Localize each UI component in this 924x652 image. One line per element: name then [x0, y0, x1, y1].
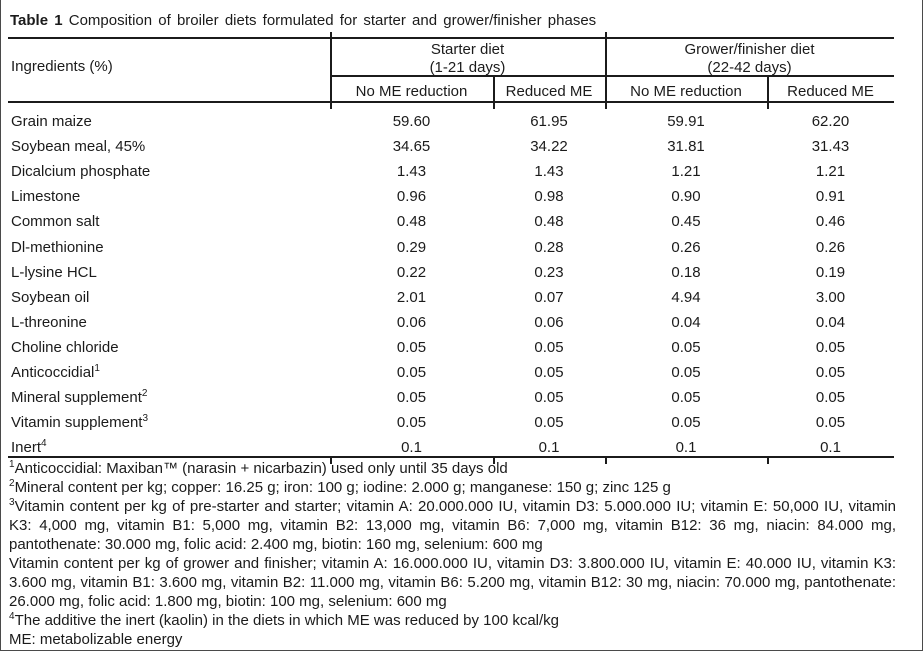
value-cell: 0.05 — [534, 389, 564, 407]
value-cell: 0.04 — [815, 313, 846, 331]
value-cell: 34.65 — [392, 138, 431, 156]
table-row — [8, 134, 894, 159]
subheader-grower-no-me-reduction: No ME reduction — [630, 83, 742, 100]
value-cell: 4.94 — [671, 288, 701, 306]
value-cell: 0.06 — [396, 313, 427, 331]
value-cell: 0.48 — [396, 213, 427, 231]
table-row — [8, 260, 894, 285]
value-cell: 0.06 — [534, 313, 564, 331]
footnote-text: Mineral content per kg; copper: 16.25 g; iron: 100 g; iodine: 2.000 g; manganese: 150 g; zinc 125 g — [14, 479, 671, 496]
table-row — [8, 234, 894, 259]
table-caption-label: Table 1 — [10, 12, 63, 29]
value-cell: 0.05 — [396, 414, 427, 432]
value-cell: 31.81 — [667, 138, 705, 156]
value-cell: 0.98 — [534, 188, 564, 206]
value-cell: 62.20 — [811, 113, 850, 131]
value-cell: 0.05 — [815, 363, 846, 381]
group-header-starter-name: Starter diet — [430, 41, 505, 58]
table-row — [8, 109, 894, 134]
value-cell: 0.05 — [671, 363, 701, 381]
footnote-reference: 3 — [142, 413, 149, 425]
rule-under-subheaders — [8, 101, 894, 103]
footnote-marker: 2 — [9, 478, 15, 489]
footnote-vitamin-grower — [9, 554, 896, 611]
value-cell: 1.21 — [671, 163, 701, 181]
table-row — [8, 360, 894, 385]
value-cell: 0.26 — [815, 238, 846, 256]
value-cell: 31.43 — [811, 138, 850, 156]
footnote-text: ME: metabolizable energy — [9, 631, 183, 648]
group-header-starter — [330, 41, 605, 77]
value-cell: 0.18 — [671, 263, 701, 281]
value-cell: 0.48 — [534, 213, 564, 231]
ingredient-label: Anticoccidial$^1$ — [11, 362, 100, 381]
value-cell: 0.90 — [671, 188, 701, 206]
value-cell: 0.23 — [534, 263, 564, 281]
value-cell: 0.05 — [534, 363, 564, 381]
value-cell: 0.46 — [815, 213, 846, 231]
value-cell: 59.91 — [667, 113, 705, 131]
group-header-starter-range: (1-21 days) — [429, 59, 506, 76]
table-row — [8, 159, 894, 184]
value-cell: 0.05 — [815, 338, 846, 356]
footnote-reference: 1 — [94, 362, 100, 374]
value-cell: 0.1 — [820, 439, 841, 457]
subheader-grower-reduced-me: Reduced ME — [787, 83, 874, 100]
value-cell: 0.05 — [671, 414, 701, 432]
ingredient-label: Grain maize — [11, 113, 92, 131]
value-cell: 0.05 — [396, 389, 427, 407]
table-row — [8, 410, 894, 435]
footnotes — [9, 459, 896, 649]
ingredient-label: Vitamin supplement$^3$ — [11, 413, 149, 432]
ingredients-column-header: Ingredients (%) — [11, 58, 113, 75]
value-cell: 1.21 — [815, 163, 846, 181]
ingredient-label: L-lysine HCL — [11, 263, 97, 281]
footnote-inert-additive — [9, 611, 896, 630]
value-cell: 0.91 — [815, 188, 846, 206]
table-row — [8, 285, 894, 310]
footnote-text: Vitamin content per kg of grower and finisher; vitamin A: 16.000.000 IU, vitamin D3: 3.800.000 IU, vitamin E: 40.000 IU, vitamin K3: 3.600 mg, vitamin B1: 3.600 mg, vitamin B2: 11.000 mg, vitamin B6: 5.200 mg, vitamin B12: 30 mg, niacin: 70.000 mg, pantothenate: 26.000 mg, folic acid: 1.800 mg, biotin: 100 mg, selenium: 600 mg — [9, 555, 896, 610]
value-cell: 0.29 — [396, 238, 427, 256]
footnote-marker: 3 — [9, 497, 15, 508]
table-row — [8, 310, 894, 335]
group-header-grower-name: Grower/finisher diet — [684, 41, 815, 58]
value-cell: 3.00 — [815, 288, 846, 306]
value-cell: 0.07 — [534, 288, 564, 306]
table-body — [8, 109, 894, 460]
table-row — [8, 209, 894, 234]
footnote-text: Anticoccidial: Maxiban™ (narasin + nicarbazin) used only until 35 days old — [14, 460, 508, 477]
footnote-vitamin-starter — [9, 497, 896, 554]
footnote-me-abbreviation — [9, 630, 896, 649]
value-cell: 2.01 — [396, 288, 427, 306]
value-cell: 0.05 — [534, 414, 564, 432]
ingredient-label: Choline chloride — [11, 338, 119, 356]
ingredient-label: Soybean oil — [11, 288, 90, 306]
footnote-marker: 1 — [9, 459, 15, 470]
value-cell: 0.05 — [534, 338, 564, 356]
ingredient-label: L-threonine — [11, 313, 87, 331]
value-cell: 0.19 — [815, 263, 846, 281]
ingredient-label: Limestone — [11, 188, 81, 206]
rule-top — [8, 37, 894, 39]
value-cell: 0.05 — [671, 389, 701, 407]
ingredient-label: Dicalcium phosphate — [11, 163, 151, 181]
ingredient-label: Soybean meal, 45% — [11, 138, 146, 156]
value-cell: 0.1 — [401, 439, 422, 457]
group-header-grower-range: (22-42 days) — [707, 59, 792, 76]
value-cell: 0.96 — [396, 188, 427, 206]
footnote-text: Vitamin content per kg of pre-starter and starter; vitamin A: 20.000.000 IU, vitamin D3: 5.000.000 IU; vitamin E: 50,000 IU, vitamin K3: 4,000 mg, vitamin B1: 5,000 mg, vitamin B2: 13,000 mg, vitamin B6: 7,000 mg, vitamin B12: 36 mg, niacin: 84.000 mg, pantothenate: 30.000 mg, folic acid: 2.400 mg, biotin: 160 mg, selenium: 600 mg — [9, 498, 896, 553]
subheader-starter-no-me-reduction: No ME reduction — [355, 83, 468, 100]
value-cell: 0.04 — [671, 313, 701, 331]
table-caption-text: Composition of broiler diets formulated for starter and grower/finisher phases — [68, 12, 597, 29]
footnote-mineral-content — [9, 478, 896, 497]
value-cell: 1.43 — [396, 163, 427, 181]
subheader-starter-reduced-me: Reduced ME — [505, 83, 593, 100]
group-header-grower — [605, 41, 894, 77]
footnote-text: The additive the inert (kaolin) in the diets in which ME was reduced by 100 kcal/kg — [14, 612, 560, 629]
value-cell: 1.43 — [534, 163, 564, 181]
value-cell: 0.05 — [396, 338, 427, 356]
value-cell: 0.22 — [396, 263, 427, 281]
value-cell: 0.1 — [538, 439, 560, 457]
ingredient-label: Mineral supplement$^2$ — [11, 388, 148, 407]
value-cell: 0.26 — [671, 238, 701, 256]
value-cell: 0.28 — [534, 238, 564, 256]
value-cell: 59.60 — [392, 113, 431, 131]
value-cell: 34.22 — [530, 138, 568, 156]
value-cell: 0.05 — [815, 414, 846, 432]
footnote-reference: 2 — [141, 388, 148, 400]
table-row — [8, 335, 894, 360]
value-cell: 0.45 — [671, 213, 701, 231]
table-caption — [10, 12, 596, 29]
ingredient-label: Common salt — [11, 213, 100, 231]
footnote-anticoccidial — [9, 459, 896, 478]
footnote-marker: 4 — [9, 611, 15, 622]
value-cell: 61.95 — [530, 113, 568, 131]
footnote-reference: 4 — [41, 438, 47, 450]
table-row — [8, 435, 894, 460]
value-cell: 0.05 — [815, 389, 846, 407]
table-row — [8, 184, 894, 209]
value-cell: 0.05 — [396, 363, 427, 381]
value-cell: 0.1 — [675, 439, 697, 457]
ingredient-label: Inert$^4$ — [11, 438, 47, 457]
table-row — [8, 385, 894, 410]
ingredient-label: Dl-methionine — [11, 238, 104, 256]
value-cell: 0.05 — [671, 338, 701, 356]
